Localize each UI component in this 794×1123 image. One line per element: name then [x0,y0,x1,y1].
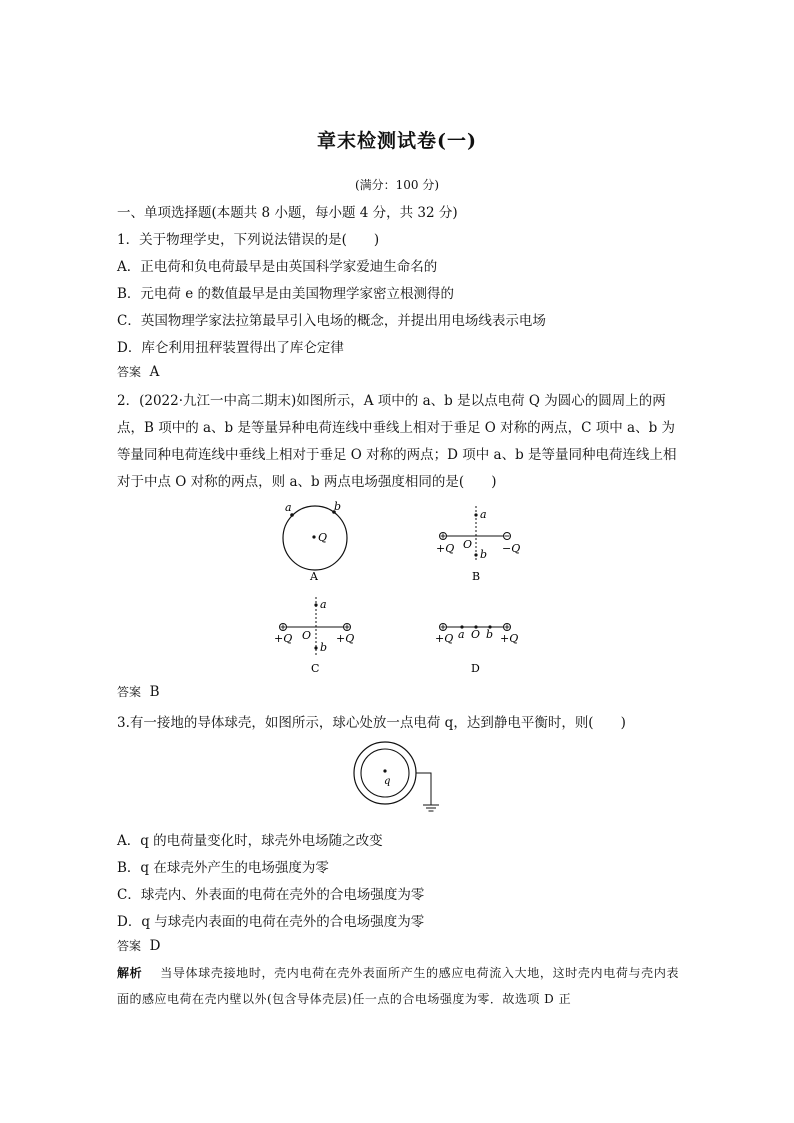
figure-c [274,597,354,675]
figure-c-point-a [314,603,317,606]
answer-label: 答案 [117,939,142,953]
figure-b-label-b: b [480,548,488,561]
question-3-stem: 3.有一接地的导体球壳，如图所示，球心处放一点电荷 q，达到静电平衡时，则( ) [117,715,626,731]
section-heading: 一、单项选择题(本题共 8 小题，每小题 4 分，共 32 分) [117,205,458,221]
figure-d-label-left: +Q [435,632,454,645]
question-3-figure [335,735,475,825]
figure-b-point-b [474,553,477,556]
analysis-text: 当导体球壳接地时，壳内电荷在壳外表面所产生的感应电荷流入大地，这时壳内电荷与壳内表面的感应电荷在壳内壁以外(包含导体壳层)任一点的合电场强度为零．故选项 D 正 [117,966,679,1006]
figure-b-label-left: +Q [436,542,455,555]
figure-c-label-left: +Q [274,632,293,645]
figure-c-label-right: +Q [336,632,355,645]
question-3-option-d: D．q 与球壳内表面的电荷在壳外的合电场强度为零 [117,914,425,930]
page-title: 章末检测试卷(一) [317,130,477,152]
shell-inner-circle [361,749,409,797]
figure-c-label-o: O [302,629,312,642]
answer-label: 答案 [117,365,142,379]
figure-b-label-o: O [463,538,473,551]
figure-b [436,506,520,583]
figure-b-label-a: a [480,508,487,521]
question-1-answer [117,363,159,380]
ground-icon [423,805,439,811]
ground-wire [416,773,431,805]
question-3-option-c: C．球壳内、外表面的电荷在壳外的合电场强度为零 [117,887,425,903]
figure-b-point-a [474,513,477,516]
question-1-option-a: A．正电荷和负电荷最早是由英国科学家爱迪生命名的 [117,259,438,275]
figure-c-label-a: a [320,598,327,611]
figure-a-label-q: Q [318,531,328,544]
figure-c-label-b: b [320,641,328,654]
answer-value: D [149,938,161,954]
question-3-analysis [117,960,679,1012]
figure-d-label-right: +Q [500,632,519,645]
answer-value: A [149,364,160,380]
figure-d-label-o: O [471,628,481,641]
question-3-option-a: A．q 的电荷量变化时，球壳外电场随之改变 [117,833,383,849]
analysis-label: 解析 [117,966,143,980]
figure-a-label-b: b [334,500,342,513]
figure-b-label-right: −Q [502,542,521,555]
question-1-stem: 1．关于物理学史，下列说法错误的是( ) [117,232,380,248]
shell-outer-circle [354,742,416,804]
score-note: (满分：100 分) [354,178,440,192]
figure-d-label-b: b [486,628,494,641]
question-1-option-b: B．元电荷 e 的数值最早是由美国物理学家密立根测得的 [117,286,454,302]
question-2-figure [0,498,794,678]
figure-a-charge-q [312,535,315,538]
figure-a-label-a: a [285,501,292,514]
label-q: q [384,776,391,787]
figure-d-caption: D [471,662,480,675]
answer-label: 答案 [117,685,142,699]
question-2-stem: 2．(2022·九江一中高二期末)如图所示，A 项中的 a、b 是以点电荷 Q 为圆心的圆周上的两点，B 项中的 a、b 是等量异种电荷连线中垂线上相对于垂足 O 对称的两点，C 项中 a、b 为等量同种电荷连线中垂线上相对于垂足 O 对称的两点；D 项中 a、b 是等量同种电荷连线上相对于中点 O 对称的两点，则 a、b 两点电场强度相同的是( ) [117,393,677,490]
figure-a-caption: A [310,570,318,583]
answer-value: B [149,684,160,700]
question-1-option-d: D．库仑利用扭秤装置得出了库仑定律 [117,340,344,356]
point-charge-q [383,769,386,772]
question-3-answer [117,937,160,954]
question-1-option-c: C．英国物理学家法拉第最早引入电场的概念，并提出用电场线表示电场 [117,313,546,329]
figure-c-point-b [314,646,317,649]
figure-d [435,624,518,676]
figure-b-caption: B [472,570,481,583]
question-3-option-b: B．q 在球壳外产生的电场强度为零 [117,860,329,876]
figure-a [283,500,347,583]
figure-d-label-a: a [458,628,465,641]
figure-c-caption: C [311,662,320,675]
question-2-answer [117,683,160,700]
